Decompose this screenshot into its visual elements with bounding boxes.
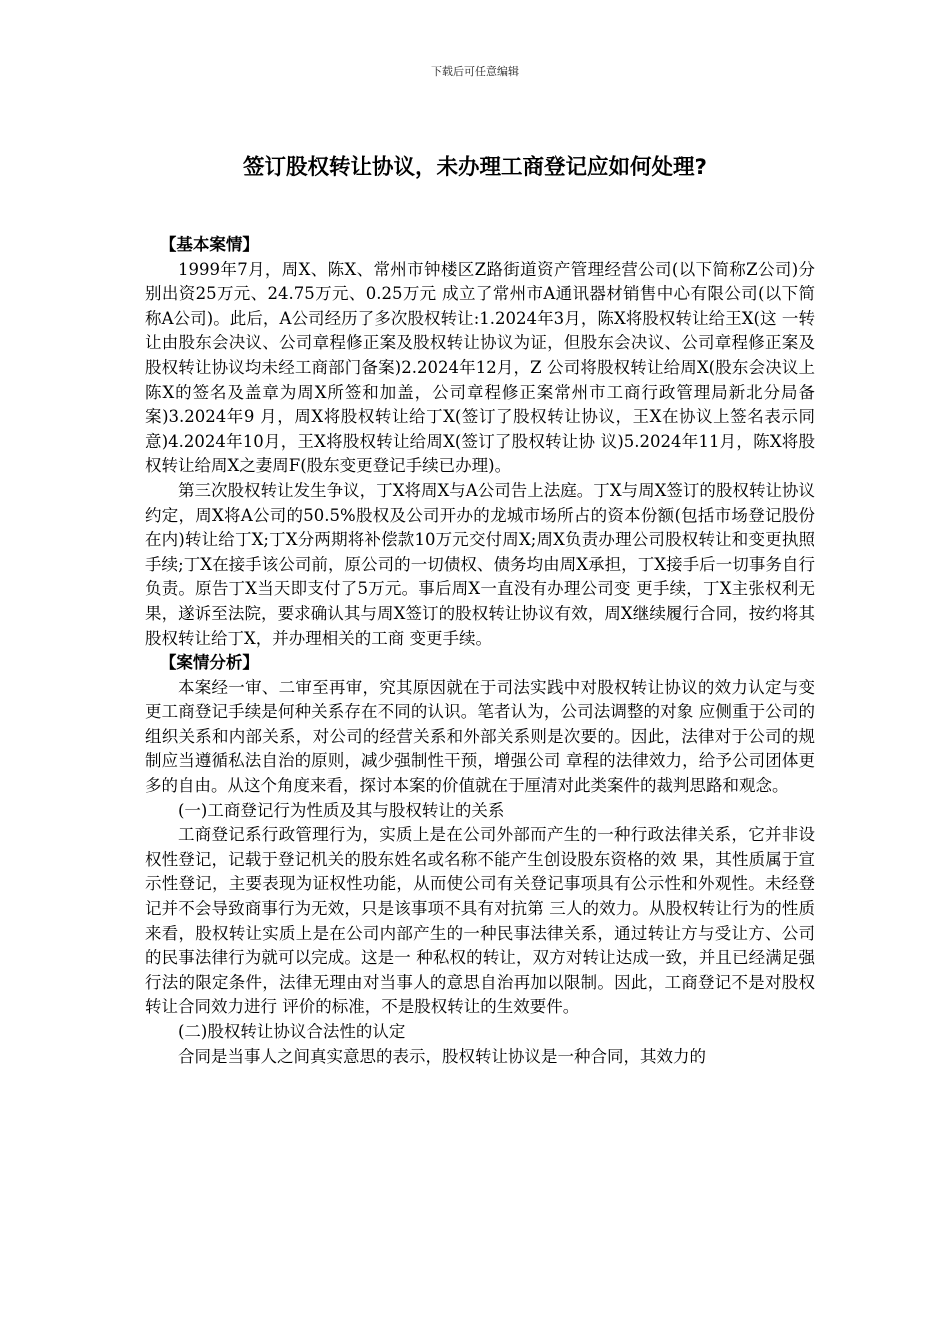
section-heading-basic: 【基本案情】 — [159, 235, 259, 254]
subheading-1: (一)工商登记行为性质及其与股权转让的关系 — [178, 800, 505, 820]
paragraph-basic-1: 1999年7月，周X、陈X、常州市钟楼区Z路街道资产管理经营公司(以下简称Z公司)分别出资25万元、24.75万元、0.25万元 成立了常州市A通讯器材销售中心有限公司(以下简称A公司)。此后，A公司经历了多次股权转让:1.2024年3月，陈X将股权转让给王X(这 一转让由股东会决议、公司章程修正案及股权转让协议为证，但股东会决议、公司章程修正案及股权转让协议均未经工商部门备案)2.2024年12月，Z 公司将股权转让给周X(股东会决议上陈X的签名及盖章为周X所签和加盖，公司章程修正案常州市工商行政管理局新北分局备案)3.2024年9 月，周X将股权转让给丁X(签订了股权转让协议，王X在协议上签名表示同意)4.2024年10月，王X将股权转让给周X(签订了股权转让协 议)5.2024年11月，陈X将股权转让给周X之妻周F(股东变更登记手续已办理)。 — [145, 259, 815, 476]
paragraph-sub2: 合同是当事人之间真实意思的表示，股权转让协议是一种合同，其效力的 — [178, 1046, 706, 1066]
paragraph-basic-2: 第三次股权转让发生争议，丁X将周X与A公司告上法庭。丁X与周X签订的股权转让协议约定，周X将A公司的50.5%股权及公司开办的龙城市场所占的资本份额(包括市场登记股份在内)转让给丁X;丁X分两期将补偿款10万元交付周X;周X负责办理公司股权转让和变更执照手续;丁X在接手该公司前，原公司的一切债权、债务均由周X承担，丁X接手后一切事务自行负责。原告丁X当天即支付了5万元。事后周X一直没有办理公司变 更手续，丁X主张权利无果，遂诉至法院，要求确认其与周X签订的股权转让协议有效，周X继续履行合同，按约将其股权转让给丁X，并办理相关的工商 变更手续。 — [145, 480, 815, 648]
paragraph-analysis-1: 本案经一审、二审至再审，究其原因就在于司法实践中对股权转让协议的效力认定与变更工商登记手续是何种关系存在不同的认识。笔者认为，公司法调整的对象 应侧重于公司的组织关系和内部关系，对公司的经营关系和外部关系则是次要的。因此，法律对于公司的规制应当遵循私法自治的原则，减少强制性干预，增强公司 章程的法律效力，给予公司团体更多的自由。从这个角度来看，探讨本案的价值就在于厘清对此类案件的裁判思路和观念。 — [145, 677, 815, 796]
header-note: 下载后可任意编辑 — [431, 65, 519, 78]
section-heading-analysis: 【案情分析】 — [159, 653, 259, 673]
subheading-2: (二)股权转让协议合法性的认定 — [178, 1022, 406, 1041]
document-body — [145, 233, 815, 1069]
paragraph-sub1: 工商登记系行政管理行为，实质上是在公司外部而产生的一种行政法律关系，它并非设权性登记，记载于登记机关的股东姓名或名称不能产生创设股东资格的效 果，其性质属于宣示性登记，主要表现为证权性功能，从而使公司有关登记事项具有公示性和外观性。未经登记并不会导致商事行为无效，只是该事项不具有对抗第 三人的效力。从股权转让行为的性质来看，股权转让实质上是在公司内部产生的一种民事法律关系，通过转让方与受让方、公司的民事法律行为就可以完成。这是一 种私权的转让，双方对转让达成一致，并且已经满足强行法的限定条件，法律无理由对当事人的意思自治再加以限制。因此，工商登记不是对股权转让合同效力进行 评价的标准，不是股权转让的生效要件。 — [145, 825, 815, 1017]
document-title: 签订股权转让协议，未办理工商登记应如何处理? — [243, 155, 707, 180]
